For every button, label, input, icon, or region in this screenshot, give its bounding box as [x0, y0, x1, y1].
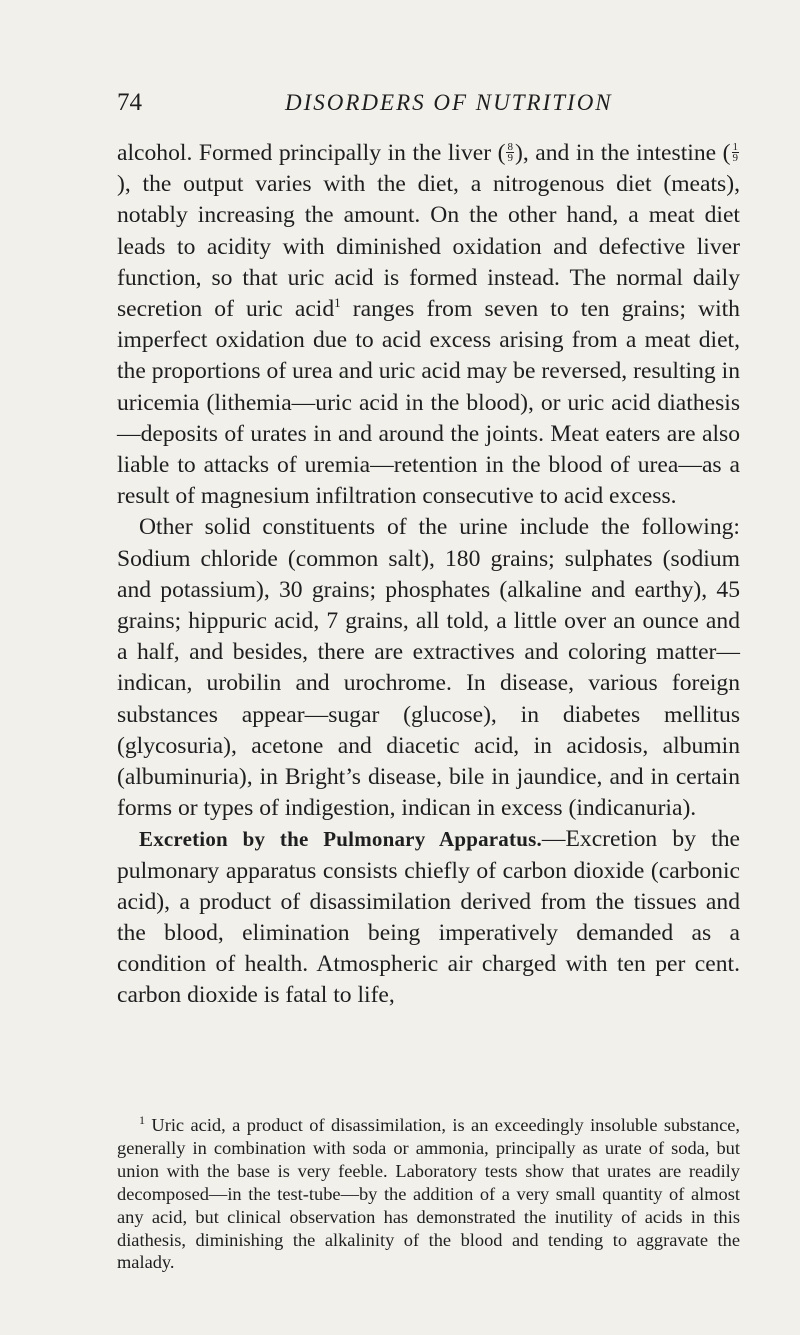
footnote-marker: 1 [139, 1112, 145, 1127]
running-head: DISORDERS OF NUTRITION [285, 90, 613, 115]
footnote [117, 1114, 740, 1274]
fraction-numerator: 8 [507, 141, 513, 154]
footnote-reference: 1 [334, 295, 341, 311]
fraction-eight-ninths [506, 142, 514, 163]
run-in-heading: Excretion by the Pulmonary Apparatus. [139, 827, 542, 852]
paragraph-continued [117, 138, 740, 512]
body-text [117, 138, 740, 1012]
fraction-numerator: 1 [732, 141, 738, 154]
paragraph-text: alcohol. Formed principally in the liver ( [117, 140, 506, 166]
page-number: 74 [117, 89, 142, 116]
fraction-denominator: 9 [732, 152, 738, 165]
paragraph-text: ranges from seven to ten grains; with imperfect oxidation due to acid excess arising from a meat diet, the proportions of urea and uric acid may be reversed, resulting in uricemia (lithemia—uric acid in the blood), or uric acid diathesis—deposits of urates in and around the joints. Meat eaters are also liable to attacks of uremia—retention in the blood of urea—as a result of magnesium infiltration consecutive to acid excess. [117, 296, 740, 510]
fraction-one-ninth [732, 142, 740, 163]
footnote-text: Uric acid, a product of disassimilation, is an exceedingly insoluble substance, generally in combination with soda or ammonia, principally as urate of soda, but union with the base is very feeble. Laboratory tests show that urates are readily decomposed—in the test-tube—by the addition of a very small quantity of almost any acid, but clinical observation has demonstrated the inutility of acids in this diathesis, diminishing the alkalinity of the blood and tending to aggravate the malady. [117, 1115, 740, 1273]
paragraph-text: ), the output varies with the diet, a nitrogenous diet (meats), notably increasing the amount. On the other hand, a meat diet leads to acidity with diminished oxidation and defective liver function, so that uric acid is formed instead. The normal daily secretion of uric acid [117, 171, 740, 323]
page-header [117, 86, 717, 120]
paragraph-urine-constituents: Other solid constituents of the urine include the following: Sodium chloride (common salt), 180 grains; sulphates (sodium and potassium), 30 grains; phosphates (alkaline and earthy), 45 grains; hippuric acid, 7 grains, all told, a little over an ounce and a half, and besides, there are extractives and coloring matter—indican, urobilin and urochrome. In disease, various foreign substances appear—sugar (glucose), in diabetes mellitus (glycosuria), acetone and diacetic acid, in acidosis, albumin (albuminuria), in Bright’s disease, bile in jaundice, and in certain forms or types of indigestion, indican in excess (indicanuria). [117, 514, 740, 822]
paragraph-pulmonary-excretion [117, 824, 740, 1011]
fraction-denominator: 9 [507, 152, 513, 165]
paragraph-text: ), and in the intestine ( [514, 140, 731, 166]
paragraph-text: —Excretion by the pulmonary apparatus consists chiefly of carbon dioxide (carbonic acid), a product of disassimilation derived from the tissues and the blood, elimination being imperatively demanded as a condition of health. Atmospheric air charged with ten per cent. carbon dioxide is fatal to life, [117, 826, 740, 1009]
